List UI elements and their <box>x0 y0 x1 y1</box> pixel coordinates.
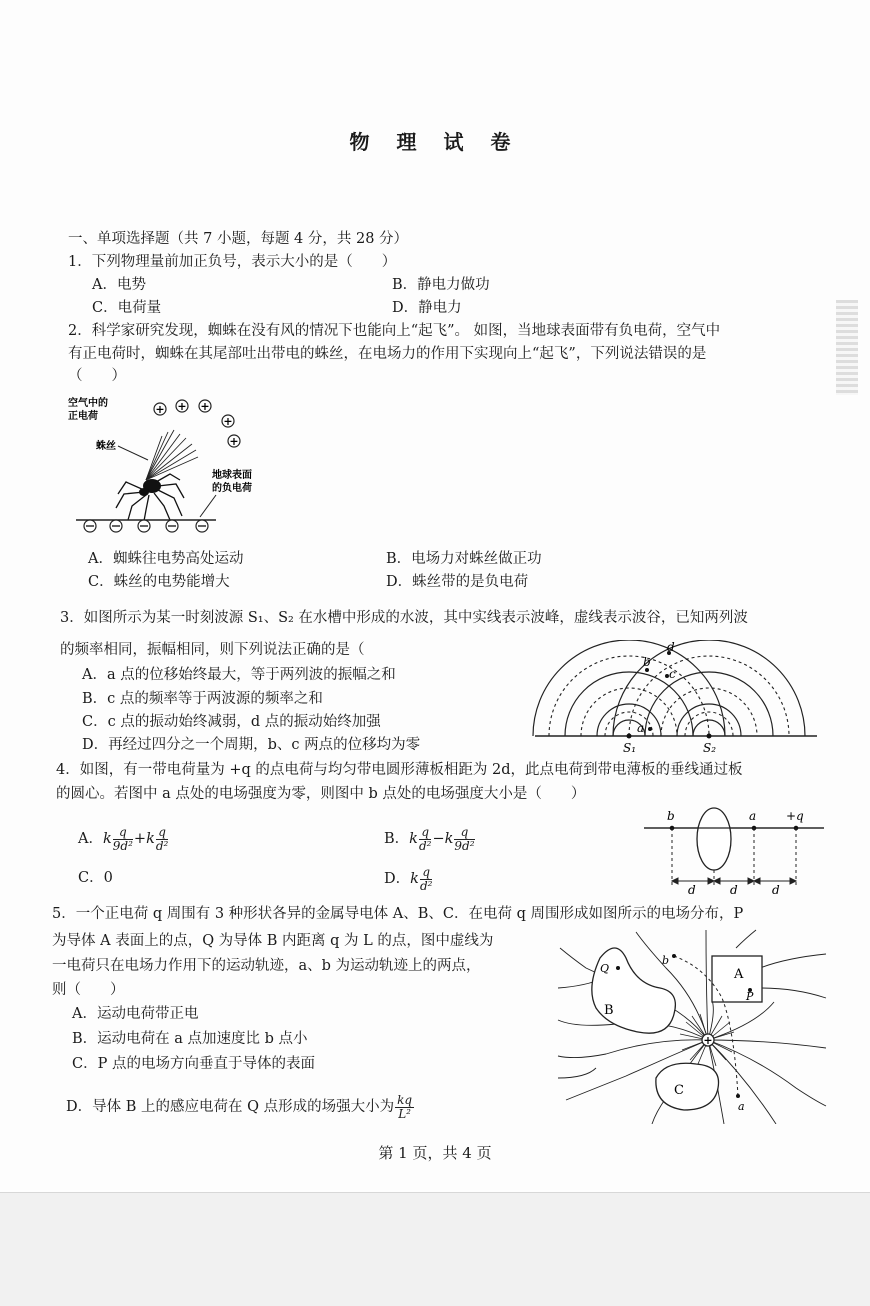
page-title: 物 理 试 卷 <box>349 130 521 154</box>
q5-option-d[interactable]: D．导体 B 上的感应电荷在 Q 点形成的场强大小为 $\frac{kq}{\text{L²}}$ <box>66 1092 413 1121</box>
q2-option-c[interactable]: C．蛛丝的电势能增大 <box>88 574 230 590</box>
conductor-c <box>656 1063 719 1110</box>
svg-text:+: + <box>229 435 239 448</box>
spider-icon <box>116 474 184 521</box>
fig-point-a: a <box>637 721 645 735</box>
fig-distance-d3: d <box>772 883 780 894</box>
q2-option-d[interactable]: D．蛛丝带的是负电荷 <box>386 574 529 590</box>
q5-option-b[interactable]: B．运动电荷在 a 点加速度比 b 点小 <box>72 1031 308 1047</box>
fig-earth-label2: 的负电荷 <box>212 483 252 494</box>
fig-point-a: a <box>749 809 757 823</box>
q1-option-a[interactable]: A．电势 <box>92 277 146 293</box>
fig-label-p: P <box>746 990 754 1003</box>
q1-option-c[interactable]: C．电荷量 <box>92 300 162 316</box>
fig-point-b: b <box>667 809 675 823</box>
fig-source-s1: S₁ <box>623 741 637 755</box>
q4-stem-line2: 的圆心。若图中 a 点处的电场强度为零，则图中 b 点处的电场强度大小是（ ） <box>56 786 586 802</box>
section-heading: 一、单项选择题（共 7 小题，每题 4 分，共 28 分） <box>68 231 409 247</box>
wave-figure <box>525 640 825 760</box>
fig-label-c-conductor: C <box>674 1083 684 1098</box>
disk-figure <box>642 806 832 894</box>
spider-figure <box>66 390 276 540</box>
q5-option-c[interactable]: C．P 点的电场方向垂直于导体的表面 <box>72 1056 315 1072</box>
fig-point-d: d <box>667 640 675 654</box>
q4-option-b[interactable]: B．k $\frac{q}{\text{d²}}$ −k $\frac{q}{\text{9d²}}$ <box>384 824 475 853</box>
fig-air-label2: 正电荷 <box>68 411 98 422</box>
q5-stem-line1: 5．一个正电荷 q 周围有 3 种形状各异的金属导电体 A、B、C．在电荷 q 周围形成如图所示的电场分布，P <box>52 906 744 922</box>
fig-distance-d2: d <box>730 883 738 894</box>
q2-stem-line3: （ ） <box>68 368 126 384</box>
fig-label-b-point: b <box>662 954 670 967</box>
q5-stem-line2: 为导体 A 表面上的点，Q 为导体 B 内距离 q 为 L 的点，图中虚线为 <box>52 933 494 949</box>
q4-stem-line1: 4．如图，有一带电荷量为 +q 的点电荷与均匀带电圆形薄板相距为 2d，此点电荷到带电薄板的垂线通过板 <box>56 762 743 778</box>
q4-option-d[interactable]: D．k $\frac{q}{\text{d²}}$ <box>384 864 433 893</box>
q2-stem-line2: 有正电荷时，蜘蛛在其尾部吐出带电的蛛丝，在电场力的作用下实现向上“起飞”，下列说法错误的是 <box>68 346 707 362</box>
q3-option-d[interactable]: D．再经过四分之一个周期，b、c 两点的位移均为零 <box>82 737 421 753</box>
q3-option-b[interactable]: B．c 点的频率等于两波源的频率之和 <box>82 691 323 707</box>
fig-label-a-point: a <box>738 1100 745 1113</box>
q4-option-a[interactable]: A．k $\frac{q}{\text{9d²}}$ +k $\frac{q}{\text{d²}}$ <box>78 824 169 853</box>
page-footer: 第 1 页，共 4 页 <box>378 1144 492 1162</box>
fig-label-b-conductor: B <box>604 1003 614 1018</box>
svg-text:+: + <box>177 400 187 413</box>
fig-point-c: c <box>669 667 676 681</box>
q1-option-d[interactable]: D．静电力 <box>392 300 462 316</box>
q5-stem-line4: 则（ ） <box>52 982 125 998</box>
q2-option-a[interactable]: A．蜘蛛往电势高处运动 <box>88 551 244 567</box>
q3-stem-line1: 3．如图所示为某一时刻波源 S₁、S₂ 在水槽中形成的水波，其中实线表示波峰，虚线表示波谷，已知两列波 <box>60 610 748 626</box>
scan-artifact <box>836 300 858 395</box>
fig-label-a-conductor: A <box>734 967 744 982</box>
fig-earth-label: 地球表面 <box>212 470 252 481</box>
q5-option-a[interactable]: A．运动电荷带正电 <box>72 1006 199 1022</box>
q3-stem-line2: 的频率相同，振幅相同，则下列说法正确的是（ <box>60 642 365 658</box>
q1-stem: 1．下列物理量前加正负号，表示大小的是（ ） <box>68 254 397 270</box>
q3-option-a[interactable]: A．a 点的位移始终最大，等于两列波的振幅之和 <box>82 667 396 683</box>
fig-air-label: 空气中的 <box>68 398 108 409</box>
field-figure <box>556 928 828 1124</box>
q3-option-c[interactable]: C．c 点的振动始终减弱，d 点的振动始终加强 <box>82 714 381 730</box>
fig-silk-label: 蛛丝 <box>96 441 116 452</box>
fig-point-b: b <box>643 655 651 669</box>
svg-text:+: + <box>223 415 233 428</box>
fig-charge-q: +q <box>786 809 804 823</box>
fig-source-s2: S₂ <box>703 741 717 755</box>
q1-option-b[interactable]: B．静电力做功 <box>392 277 490 293</box>
fig-distance-d1: d <box>688 883 696 894</box>
svg-text:+: + <box>200 400 210 413</box>
q2-stem-line1: 2．科学家研究发现，蜘蛛在没有风的情况下也能向上“起飞”。 如图，当地球表面带有负电荷，空气中 <box>68 323 721 339</box>
svg-text:+: + <box>703 1034 713 1047</box>
fig-label-q: Q <box>600 962 610 975</box>
q2-option-b[interactable]: B．电场力对蛛丝做正功 <box>386 551 542 567</box>
svg-text:+: + <box>155 403 165 416</box>
q4-option-c[interactable]: C．0 <box>78 870 113 886</box>
silk-strands <box>146 430 198 480</box>
q5-stem-line3: 一电荷只在电场力作用下的运动轨迹，a、b 为运动轨迹上的两点， <box>52 958 481 974</box>
page-gap <box>0 1192 870 1306</box>
